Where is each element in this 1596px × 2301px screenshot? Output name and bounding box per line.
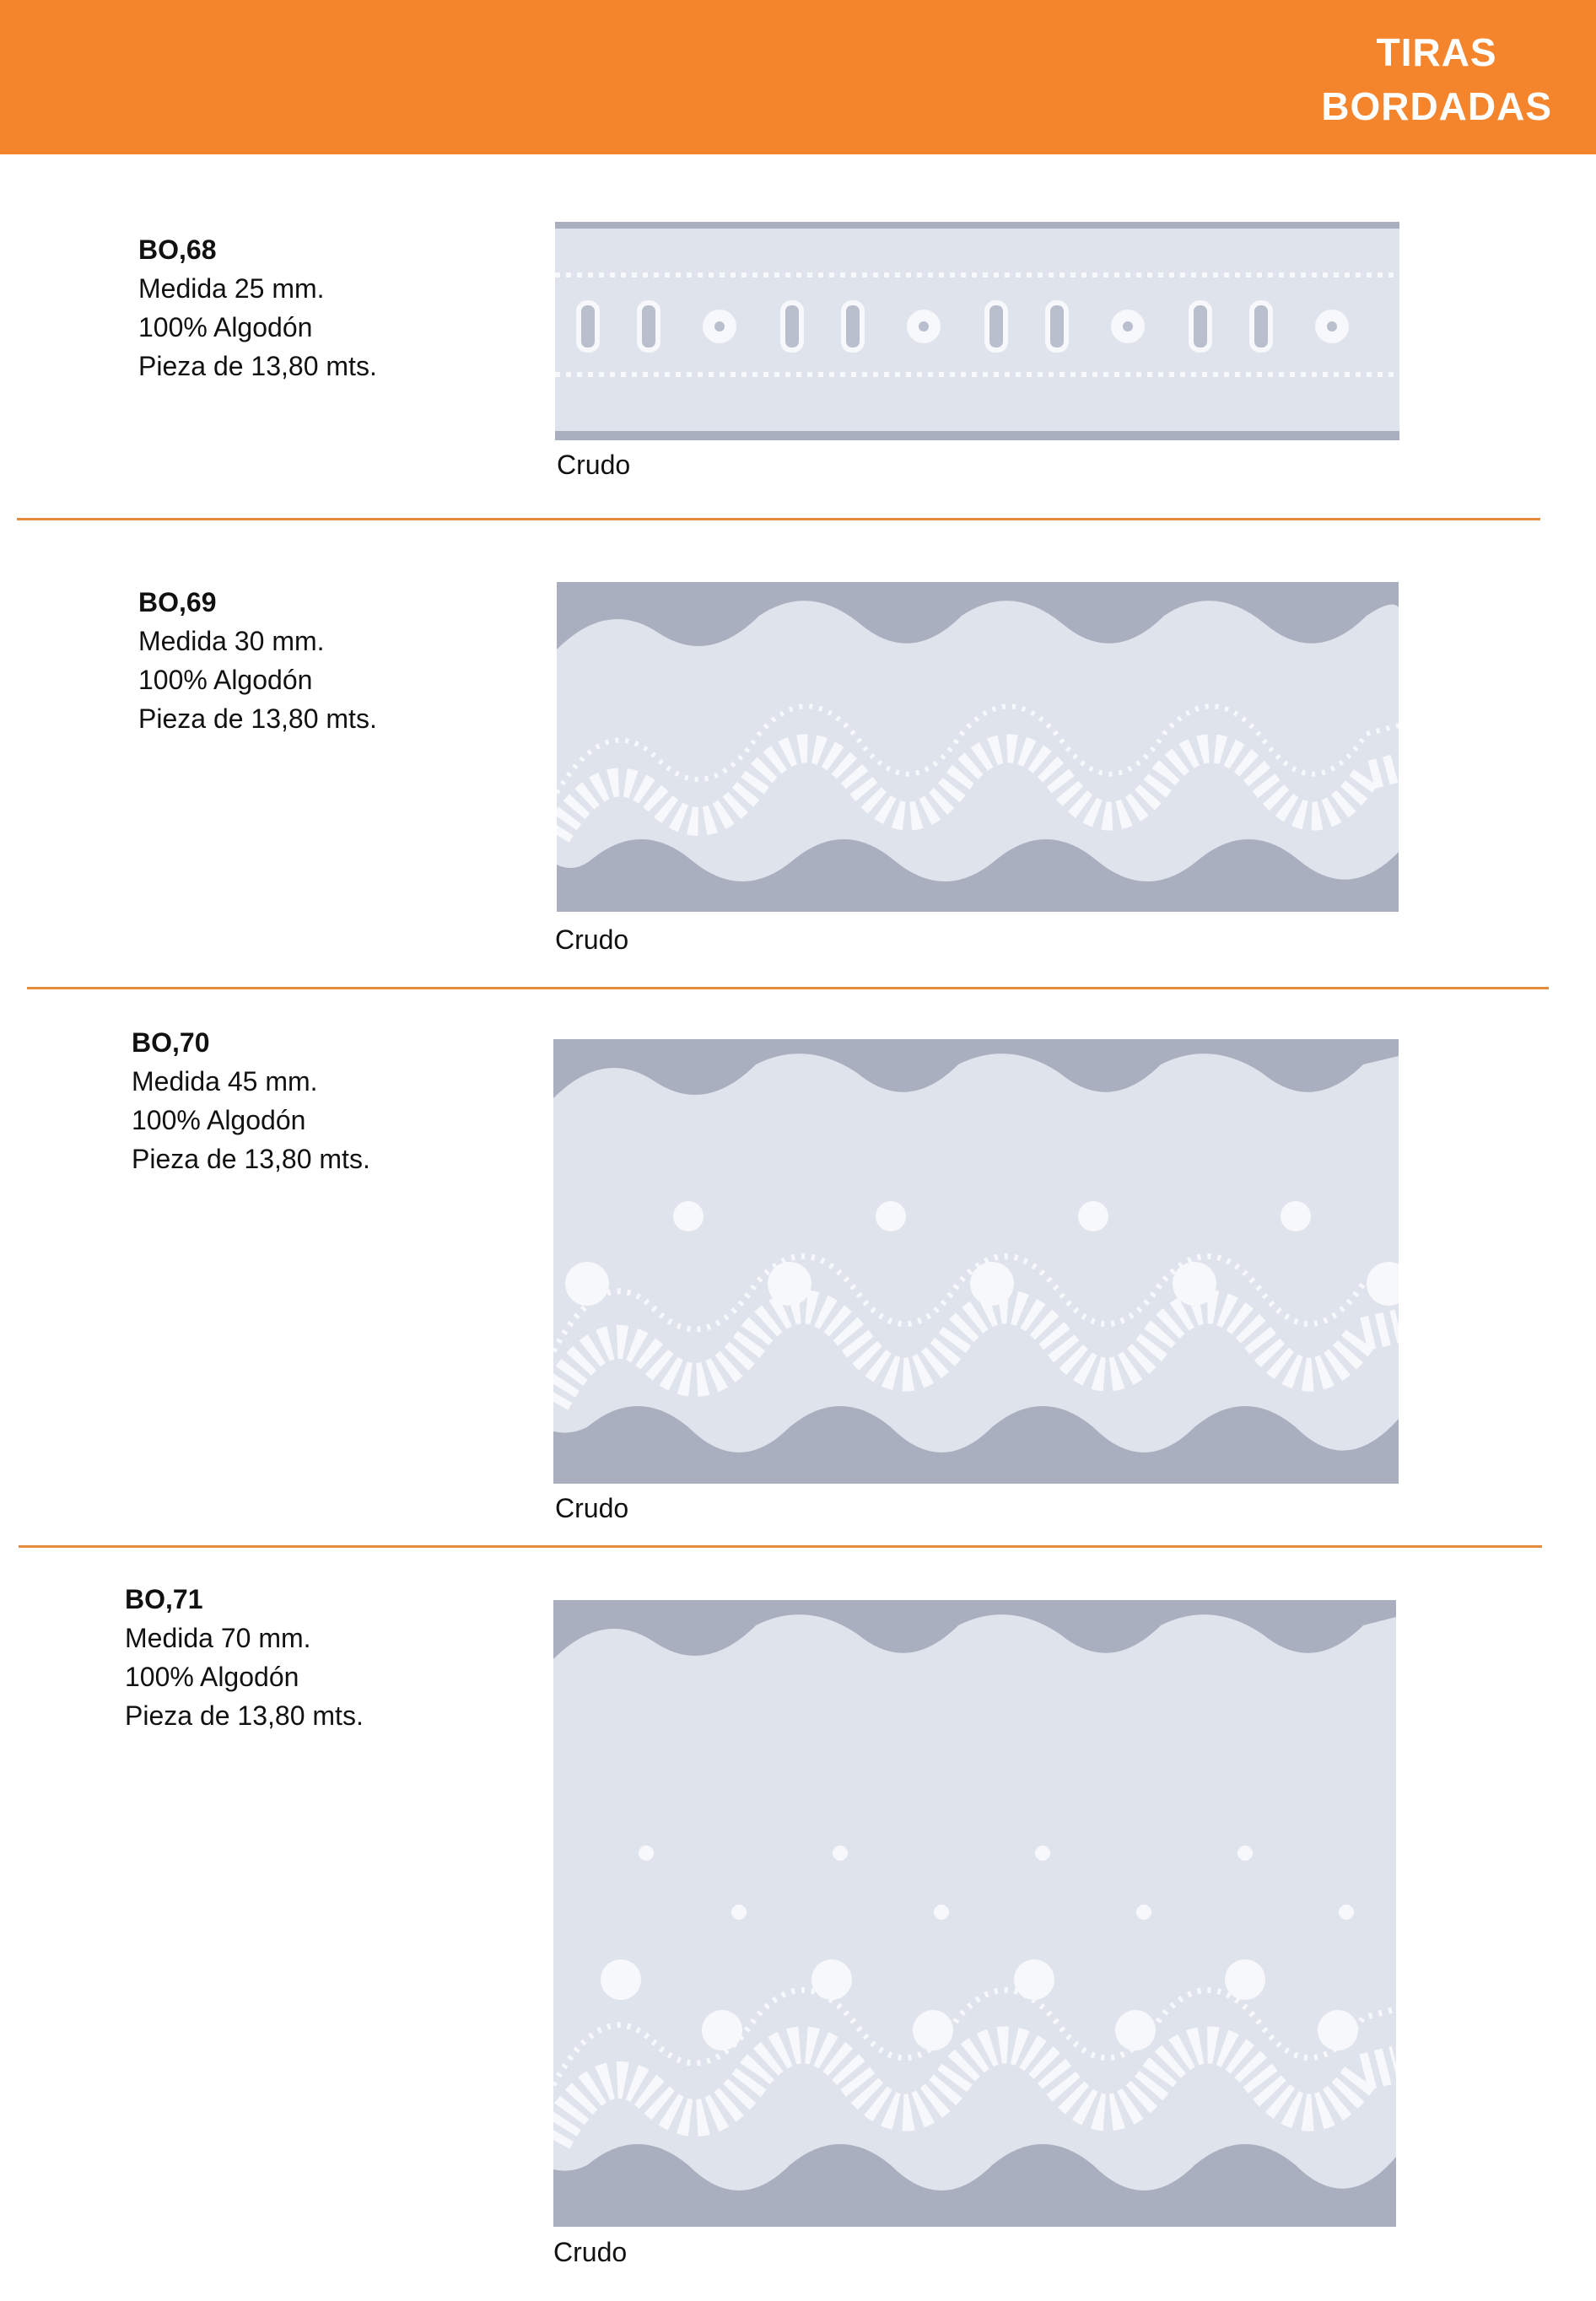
product-material: 100% Algodón	[125, 1662, 299, 1692]
product-piece: Pieza de 13,80 mts.	[125, 1700, 364, 1731]
product-code: BO,68	[138, 234, 217, 265]
product-info	[138, 583, 377, 738]
product-color: Crudo	[553, 2237, 628, 2267]
title-line-2: BORDADAS	[1321, 84, 1552, 128]
product-code: BO,71	[125, 1584, 203, 1614]
product-color: Crudo	[555, 924, 629, 955]
product-info	[138, 230, 377, 385]
title-line-1: TIRAS	[1376, 30, 1497, 74]
product-image	[553, 1600, 1396, 2227]
product-image	[555, 222, 1399, 440]
product-info	[132, 1023, 370, 1178]
section-divider	[27, 987, 1549, 989]
product-code: BO,69	[138, 587, 217, 617]
product-material: 100% Algodón	[132, 1105, 306, 1135]
product-size: Medida 30 mm.	[138, 626, 325, 656]
product-size: Medida 70 mm.	[125, 1623, 311, 1653]
section-divider	[19, 1545, 1542, 1548]
product-material: 100% Algodón	[138, 665, 313, 695]
product-piece: Pieza de 13,80 mts.	[138, 703, 377, 734]
product-color: Crudo	[557, 450, 631, 480]
product-image	[557, 582, 1399, 912]
product-piece: Pieza de 13,80 mts.	[138, 351, 377, 381]
section-divider	[17, 518, 1540, 520]
product-size: Medida 45 mm.	[132, 1066, 318, 1097]
product-material: 100% Algodón	[138, 312, 313, 342]
page-header	[0, 0, 1596, 154]
product-color: Crudo	[555, 1493, 629, 1523]
product-code: BO,70	[132, 1027, 210, 1058]
page-title	[1321, 25, 1552, 133]
product-info	[125, 1580, 364, 1735]
product-image	[553, 1039, 1399, 1484]
product-size: Medida 25 mm.	[138, 273, 325, 304]
product-piece: Pieza de 13,80 mts.	[132, 1144, 370, 1174]
